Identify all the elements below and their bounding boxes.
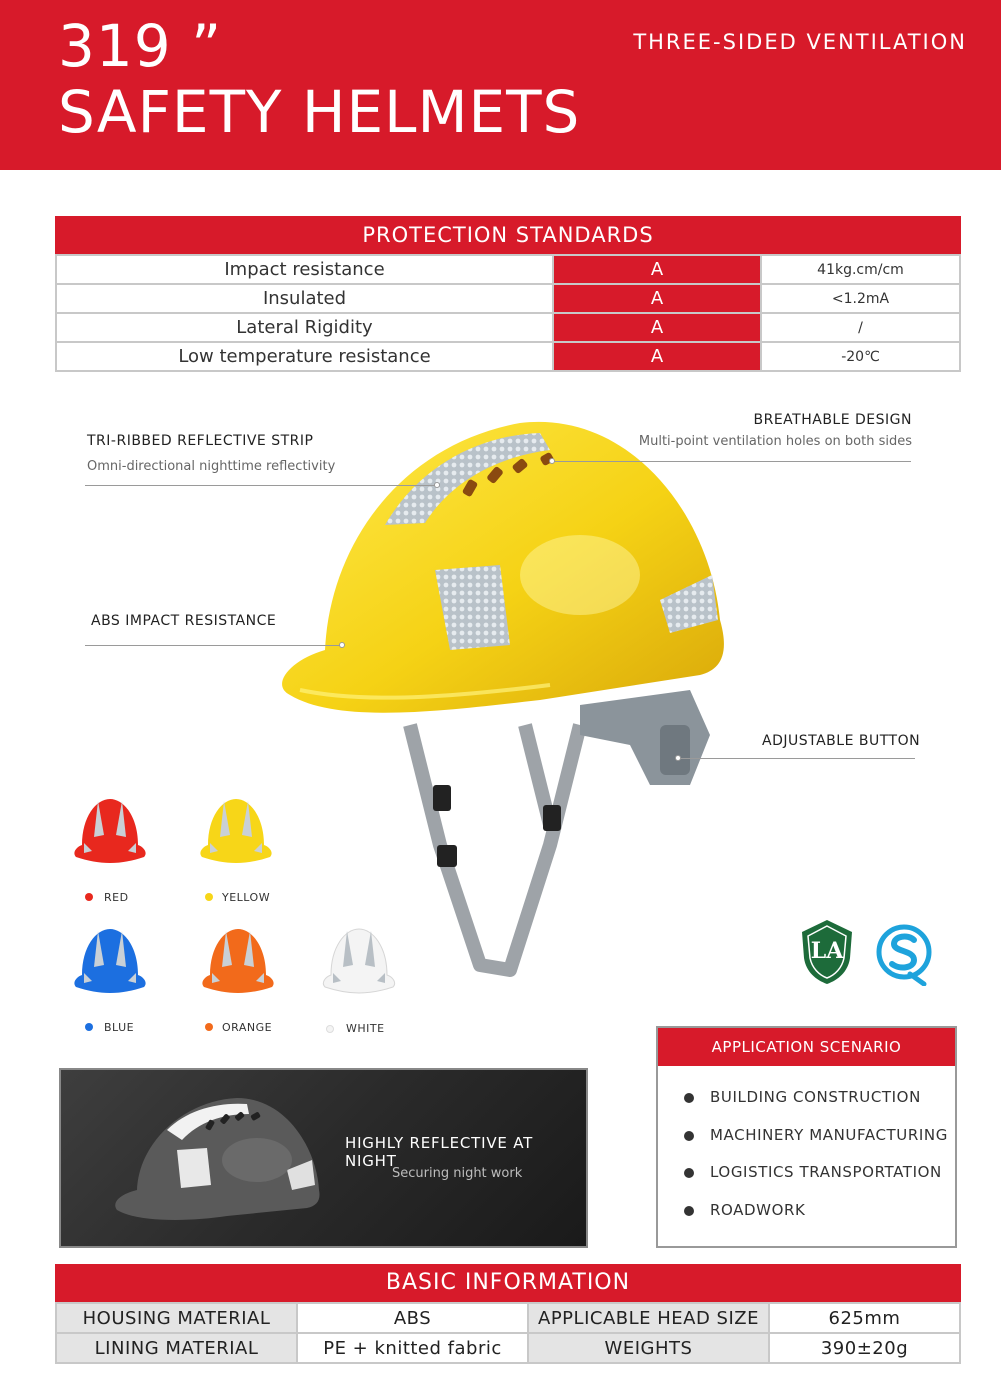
standard-value: <1.2mA bbox=[761, 284, 960, 313]
standard-name: Insulated bbox=[56, 284, 553, 313]
table-row bbox=[56, 313, 960, 342]
application-item-label: BUILDING CONSTRUCTION bbox=[710, 1088, 921, 1106]
adjustable-button-leader bbox=[678, 758, 915, 759]
adjustable-button-title: ADJUSTABLE BUTTON bbox=[762, 733, 921, 749]
abs-title: ABS IMPACT RESISTANCE bbox=[91, 613, 277, 629]
bullet-icon bbox=[684, 1206, 694, 1216]
reflective-strip-marker bbox=[434, 482, 440, 488]
red-helmet-swatch bbox=[70, 795, 150, 875]
protection-standards-table bbox=[55, 216, 961, 372]
color-label-red: RED bbox=[104, 891, 129, 904]
standard-value: / bbox=[761, 313, 960, 342]
red-color-dot bbox=[85, 893, 93, 901]
basic-value: 390±20g bbox=[769, 1333, 960, 1363]
standard-grade: A bbox=[553, 342, 761, 371]
basic-info-heading: BASIC INFORMATION bbox=[55, 1264, 961, 1302]
orange-helmet-swatch bbox=[198, 925, 278, 1005]
table-row bbox=[56, 255, 960, 284]
standard-grade: A bbox=[553, 313, 761, 342]
application-list bbox=[658, 1066, 955, 1238]
model-number: 319 ” bbox=[58, 12, 223, 80]
color-label-blue: BLUE bbox=[104, 1021, 135, 1034]
standard-grade: A bbox=[553, 255, 761, 284]
table-row bbox=[56, 342, 960, 371]
standard-name: Low temperature resistance bbox=[56, 342, 553, 371]
orange-color-dot bbox=[205, 1023, 213, 1031]
la-logo-text: LA bbox=[810, 938, 844, 964]
abs-marker bbox=[339, 642, 345, 648]
main-helmet-image bbox=[250, 405, 750, 985]
basic-information-table bbox=[55, 1264, 961, 1364]
la-certification-logo bbox=[800, 918, 854, 986]
application-item-label: ROADWORK bbox=[710, 1200, 806, 1219]
basic-value: 625mm bbox=[769, 1303, 960, 1333]
bullet-icon bbox=[684, 1093, 694, 1103]
list-item bbox=[684, 1201, 955, 1239]
white-color-dot bbox=[326, 1025, 334, 1033]
blue-color-dot bbox=[85, 1023, 93, 1031]
breathable-leader bbox=[552, 461, 911, 462]
list-item bbox=[684, 1126, 955, 1164]
qs-certification-logo bbox=[876, 924, 932, 986]
white-helmet-swatch bbox=[319, 925, 399, 1005]
header-subtitle: THREE-SIDED VENTILATION bbox=[633, 30, 967, 54]
standard-name: Impact resistance bbox=[56, 255, 553, 284]
protection-heading: PROTECTION STANDARDS bbox=[55, 216, 961, 254]
basic-key: LINING MATERIAL bbox=[56, 1333, 297, 1363]
breathable-marker bbox=[549, 458, 555, 464]
reflective-strip-desc: Omni-directional nighttime reflectivity bbox=[87, 459, 336, 474]
yellow-color-dot bbox=[205, 893, 213, 901]
reflective-strip-leader bbox=[85, 485, 437, 486]
standard-value: 41kg.cm/cm bbox=[761, 255, 960, 284]
yellow-helmet-swatch bbox=[196, 795, 276, 875]
application-scenario-panel bbox=[656, 1026, 957, 1248]
color-label-yellow: YELLOW bbox=[222, 891, 271, 904]
reflective-strip-title: TRI-RIBBED REFLECTIVE STRIP bbox=[87, 433, 314, 449]
table-row bbox=[56, 1333, 960, 1363]
page-title: SAFETY HELMETS bbox=[58, 78, 581, 146]
night-subtitle: Securing night work bbox=[392, 1166, 523, 1181]
night-title: HIGHLY REFLECTIVE AT NIGHT bbox=[345, 1134, 534, 1170]
application-item-label: LOGISTICS TRANSPORTATION bbox=[710, 1163, 942, 1181]
breathable-title: BREATHABLE DESIGN bbox=[753, 412, 912, 428]
table-row bbox=[56, 284, 960, 313]
adjustable-button-marker bbox=[675, 755, 681, 761]
abs-leader bbox=[85, 645, 342, 646]
header-banner bbox=[0, 0, 1001, 170]
standard-grade: A bbox=[553, 284, 761, 313]
basic-value: ABS bbox=[297, 1303, 528, 1333]
basic-key: WEIGHTS bbox=[528, 1333, 769, 1363]
list-item bbox=[684, 1163, 955, 1201]
application-heading: APPLICATION SCENARIO bbox=[658, 1028, 955, 1066]
night-reflective-panel bbox=[59, 1068, 588, 1248]
basic-key: APPLICABLE HEAD SIZE bbox=[528, 1303, 769, 1333]
night-helmet-image bbox=[107, 1090, 327, 1230]
blue-helmet-swatch bbox=[70, 925, 150, 1005]
standard-name: Lateral Rigidity bbox=[56, 313, 553, 342]
table-row bbox=[56, 1303, 960, 1333]
color-label-white: WHITE bbox=[346, 1022, 385, 1035]
breathable-desc: Multi-point ventilation holes on both sides bbox=[638, 434, 912, 449]
basic-value: PE + knitted fabric bbox=[297, 1333, 528, 1363]
basic-key: HOUSING MATERIAL bbox=[56, 1303, 297, 1333]
bullet-icon bbox=[684, 1168, 694, 1178]
list-item bbox=[684, 1088, 955, 1126]
bullet-icon bbox=[684, 1131, 694, 1141]
standard-value: -20℃ bbox=[761, 342, 960, 371]
color-label-orange: ORANGE bbox=[222, 1021, 273, 1034]
application-item-label: MACHINERY MANUFACTURING bbox=[710, 1125, 948, 1144]
